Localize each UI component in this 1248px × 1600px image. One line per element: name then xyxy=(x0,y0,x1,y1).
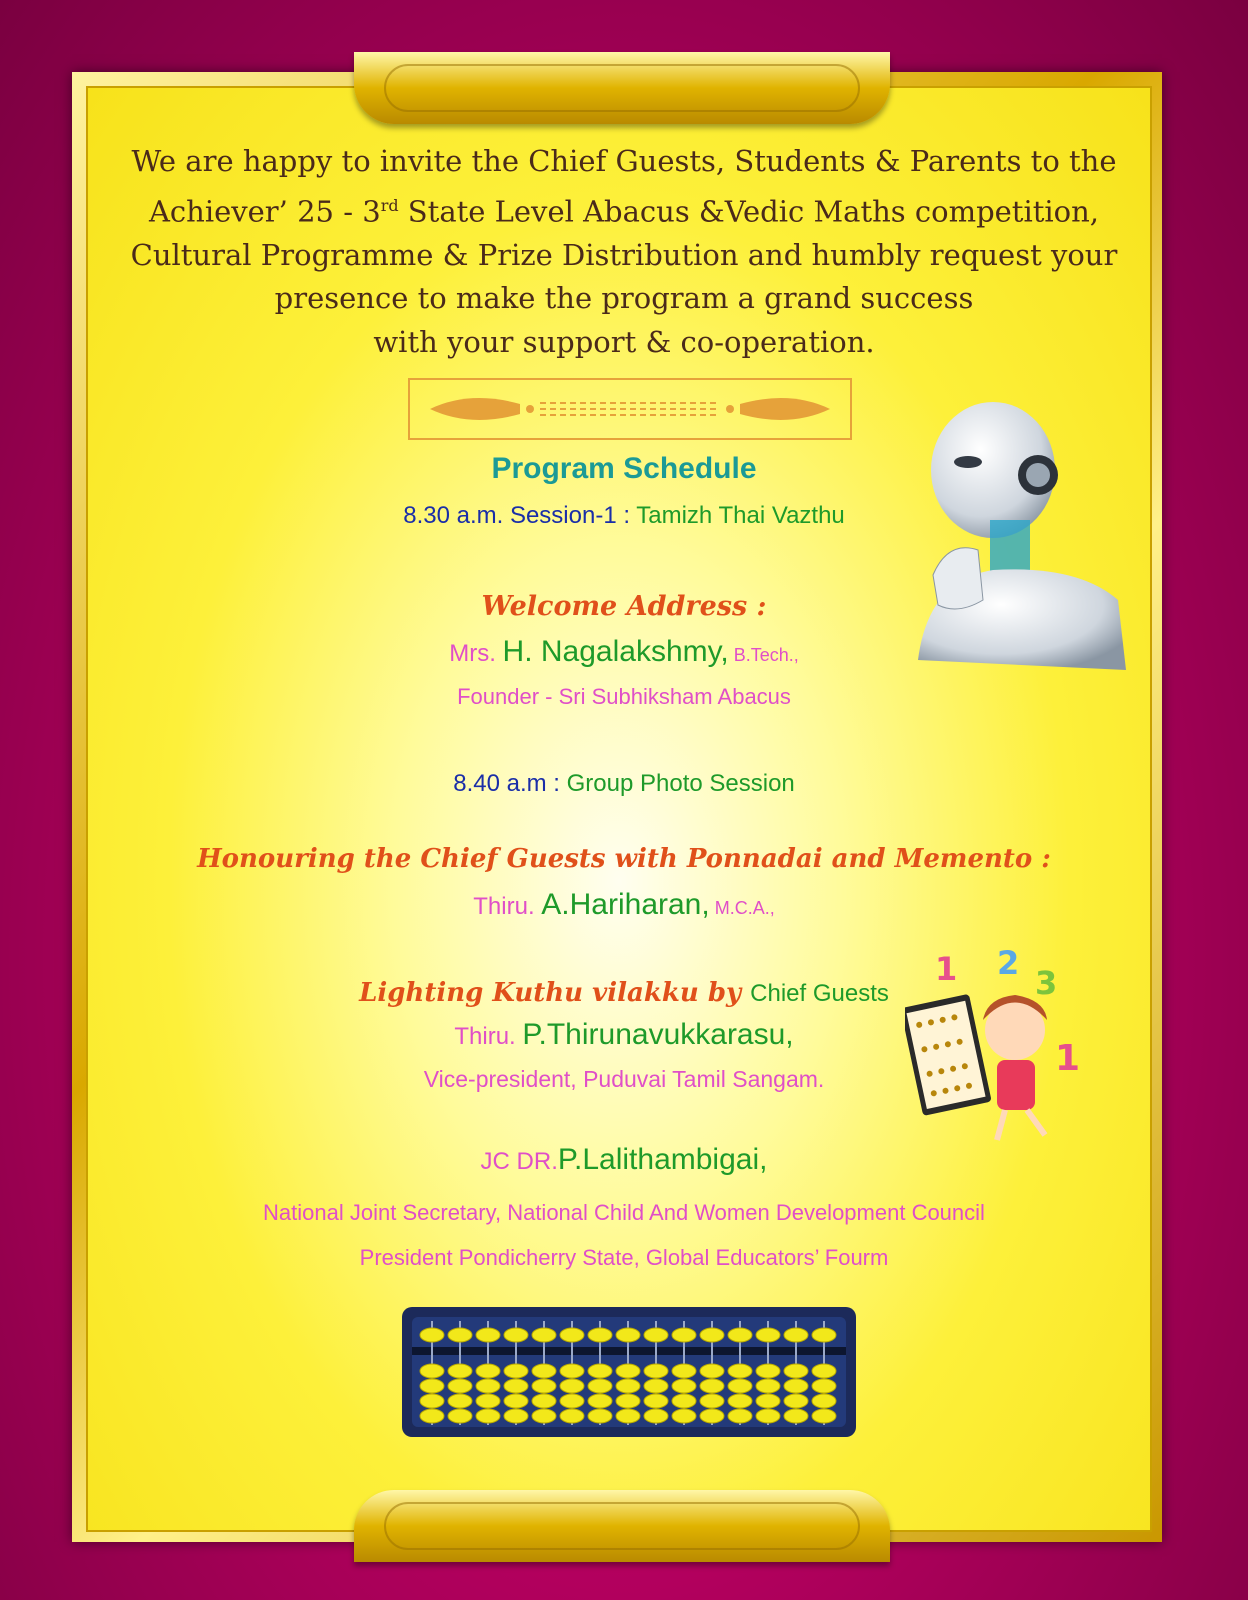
schedule-title: Program Schedule xyxy=(491,452,757,485)
photo-session-line: 8.40 a.m : Group Photo Session xyxy=(453,770,795,797)
ornament-divider-icon xyxy=(410,380,850,438)
guest-2-role-2: President Pondicherry State, Global Educators’ Fourm xyxy=(359,1245,889,1270)
guest-1-role: Vice-president, Puduvai Tamil Sangam. xyxy=(423,1066,825,1092)
guest-2: JC DR.P.Lalithambigai, xyxy=(480,1143,768,1176)
welcome-speaker: Mrs. H. Nagalakshmy, B.Tech., xyxy=(449,635,799,668)
guest-2-role-1: National Joint Secretary, National Child And Women Development Council xyxy=(263,1200,985,1225)
bottom-frame-clip xyxy=(354,1490,890,1562)
honour-guest: Thiru. A.Hariharan, M.C.A., xyxy=(473,888,775,921)
girl-number-1: 1 xyxy=(935,950,958,988)
girl-number-3: 3 xyxy=(1035,964,1058,1002)
top-frame-clip xyxy=(354,52,890,124)
honour-heading: Honouring the Chief Guests with Ponnadai and Memento : xyxy=(197,844,1051,874)
girl-number-2: 2 xyxy=(997,950,1020,982)
intro-line: with your support & co-operation. xyxy=(373,324,875,359)
intro-line: presence to make the program a grand success xyxy=(274,281,974,316)
welcome-role: Founder - Sri Subhiksham Abacus xyxy=(457,684,791,709)
welcome-heading: Welcome Address : xyxy=(481,591,767,622)
abacus-illustration-icon xyxy=(402,1307,856,1437)
girl-abacus-illustration-icon xyxy=(905,950,1115,1150)
intro-line: We are happy to invite the Chief Guests, Students & Parents to the xyxy=(131,144,1117,178)
invitation-text xyxy=(120,140,1128,364)
ornament-divider xyxy=(408,378,852,440)
intro-line: Achiever’ 25 - 3rd State Level Abacus &Vedic Maths competition, xyxy=(148,194,1100,229)
robot-illustration-icon xyxy=(898,400,1128,670)
girl-number-4: 1 xyxy=(1055,1038,1081,1079)
session-1-line: 8.30 a.m. Session-1 : Tamizh Thai Vazthu xyxy=(403,502,845,529)
guest-1: Thiru. P.Thirunavukkarasu, xyxy=(454,1018,794,1051)
intro-line: Cultural Programme & Prize Distribution and humbly request your xyxy=(130,237,1118,272)
lighting-heading: Lighting Kuthu vilakku by Chief Guests xyxy=(359,978,889,1008)
